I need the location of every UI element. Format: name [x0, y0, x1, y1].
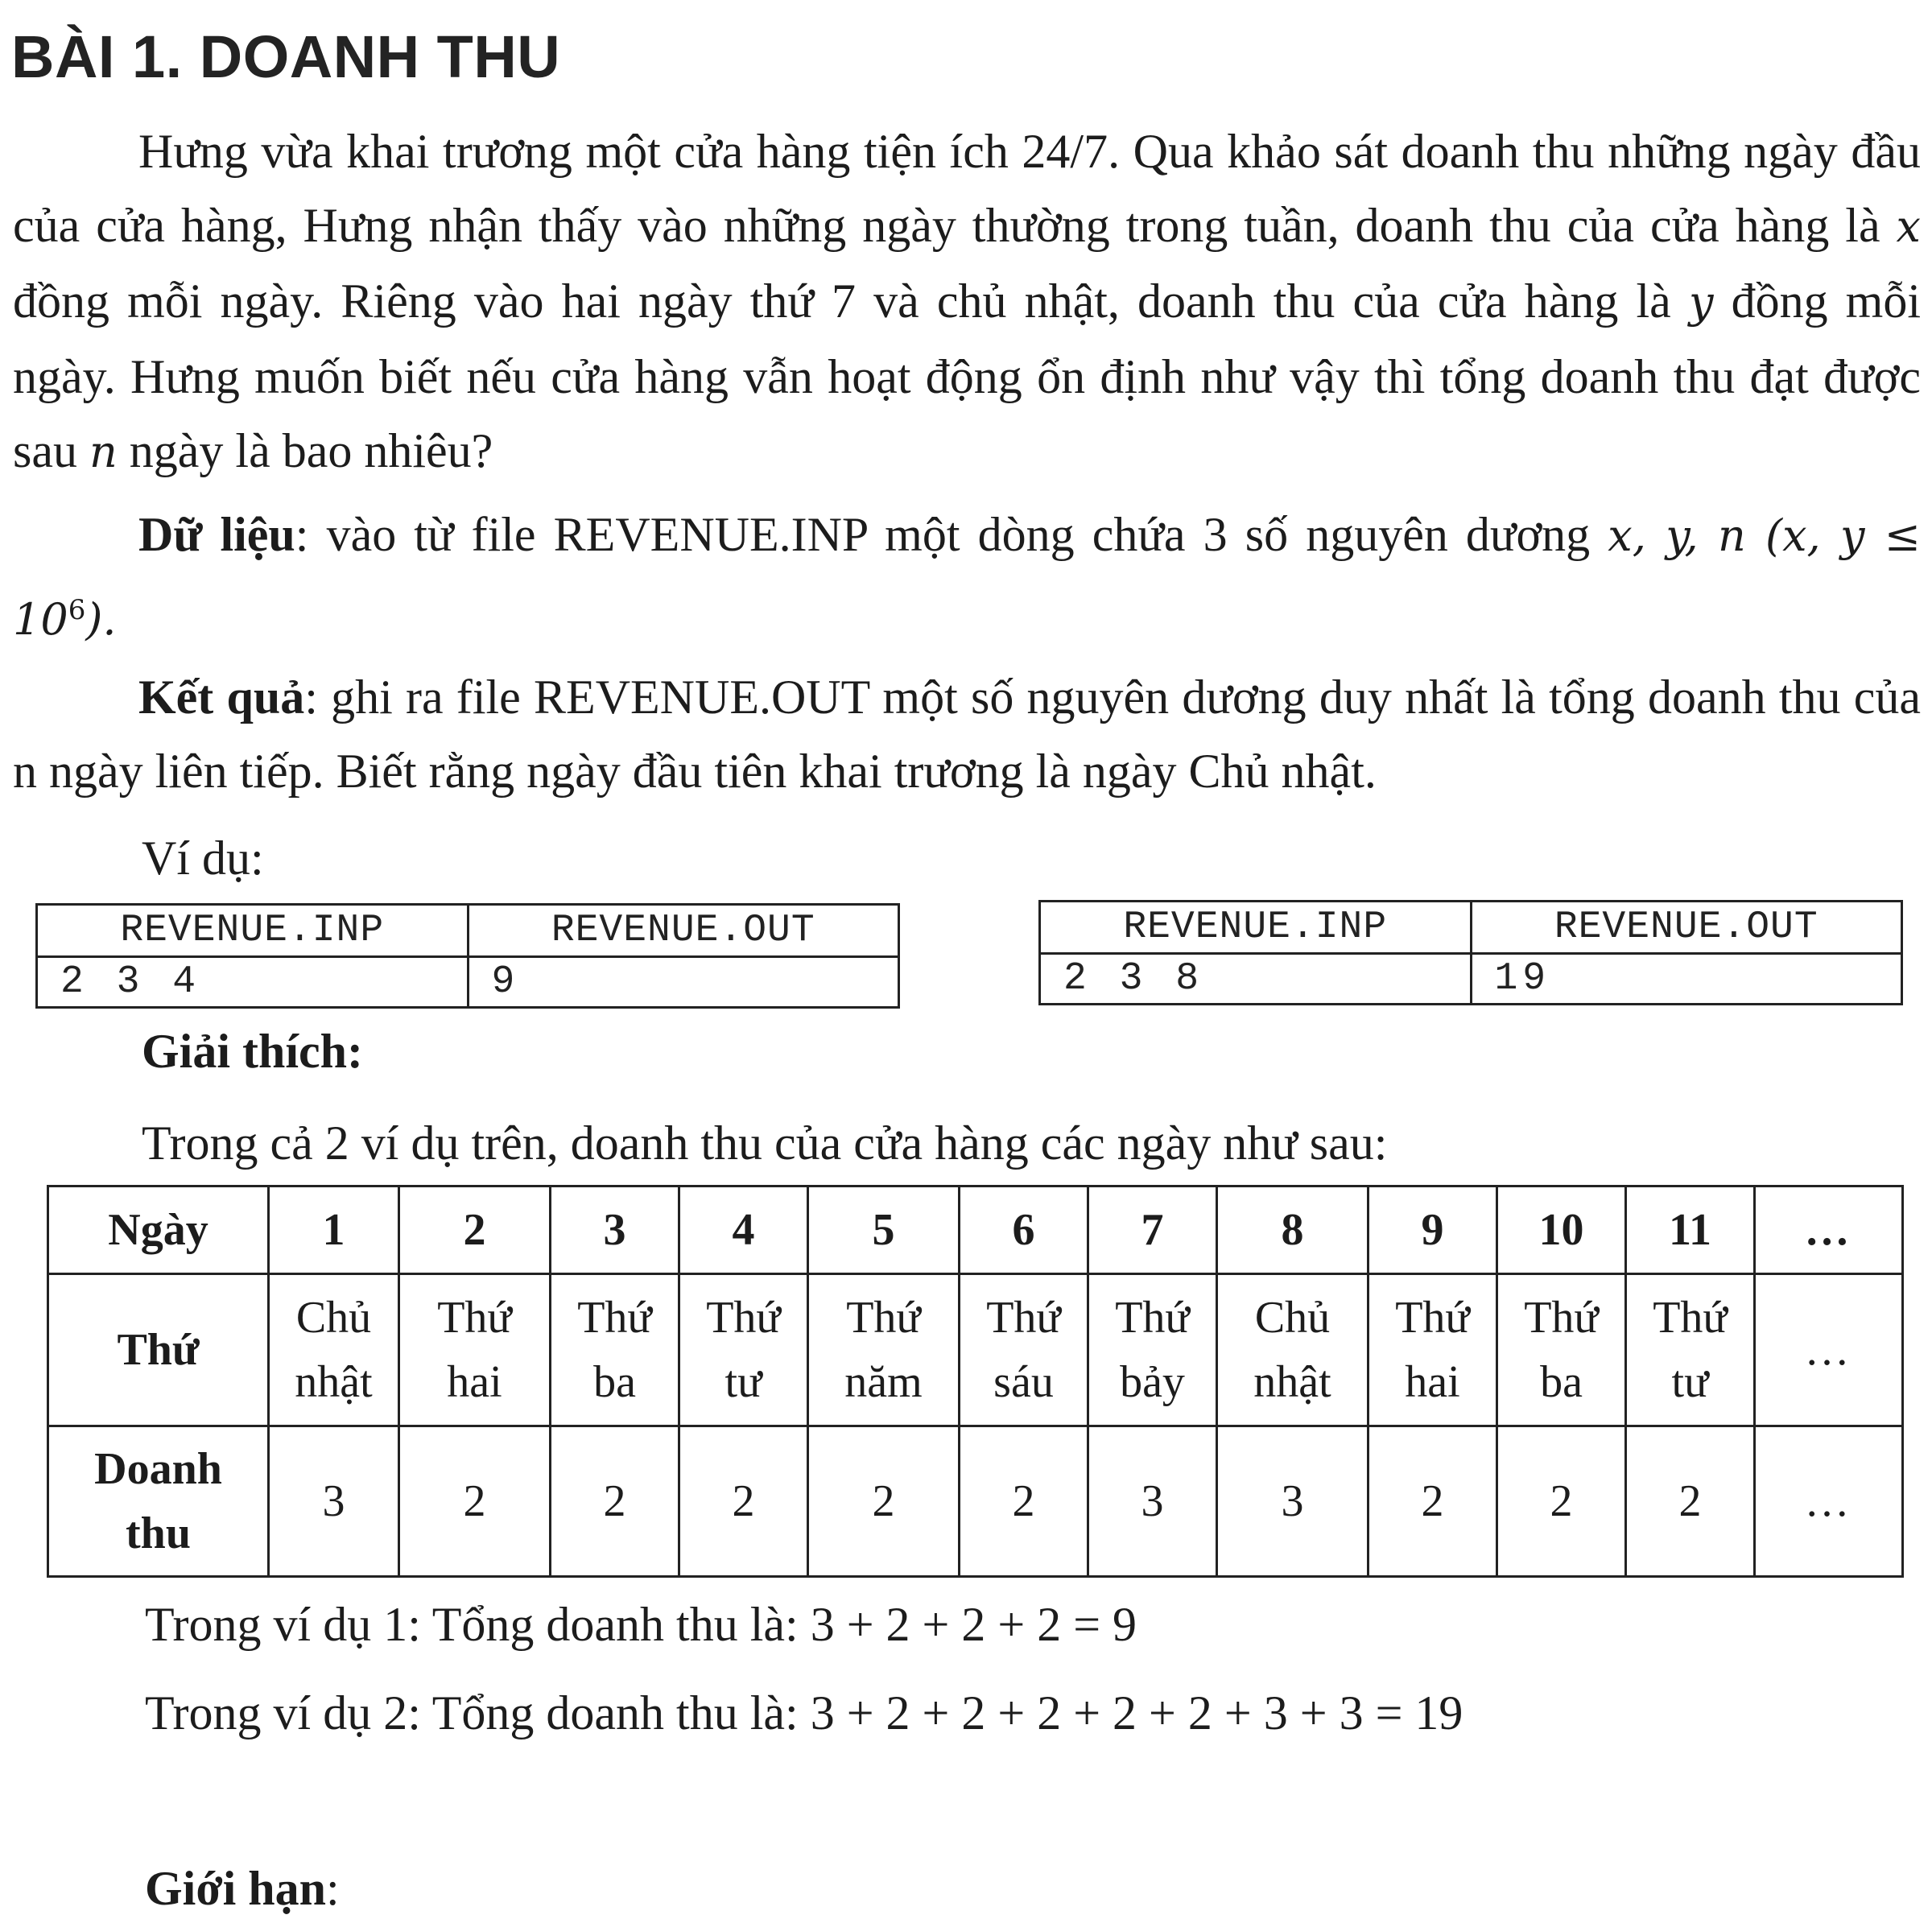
input-label: Dữ liệu [138, 508, 295, 561]
intro-text-1: Hưng vừa khai trương một cửa hàng tiện ích 24/7. Qua khảo sát doanh thu những ngày đầu của cửa hàng, Hưng nhận thấy vào những ngày thường trong tuần, doanh thu của cửa hàng là [13, 125, 1921, 252]
constraint-suffix: ). [85, 594, 117, 645]
revenue-value: 2 [808, 1426, 960, 1577]
example-2-out-header: REVENUE.OUT [1471, 902, 1902, 954]
weekday-cell [808, 1274, 960, 1426]
weekday-cell [1626, 1274, 1755, 1426]
weekday-cell [1368, 1274, 1497, 1426]
intro-paragraph [13, 114, 1921, 489]
output-text: : ghi ra file REVENUE.OUT một số nguyên dương duy nhất là tổng doanh thu của n ngày liên tiếp. Biết rằng ngày đầu tiên khai trương là ngày Chủ nhật. [13, 671, 1921, 798]
weekday-line-1: Thứ [577, 1293, 652, 1343]
weekday-line-1: Thứ [1395, 1293, 1470, 1343]
day-number: 9 [1368, 1186, 1497, 1274]
weekday-line-1: Thứ [846, 1293, 921, 1343]
weekday-cell [399, 1274, 551, 1426]
day-number: 4 [679, 1186, 808, 1274]
weekday-cell [1497, 1274, 1626, 1426]
revenue-value: 2 [1626, 1426, 1755, 1577]
constraint-prefix: x, y, n (x, y ≤ 10 [13, 510, 1921, 645]
limits-colon: : [325, 1862, 340, 1915]
ellipsis-cell: … [1755, 1274, 1903, 1426]
day-number: 11 [1626, 1186, 1755, 1274]
revenue-value: 3 [1088, 1426, 1217, 1577]
weekday-line-1: Thứ [1115, 1293, 1190, 1343]
weekday-line-1: Chủ [295, 1293, 372, 1343]
ellipsis-cell: … [1755, 1426, 1903, 1577]
revenue-value: 2 [1368, 1426, 1497, 1577]
constraint-exponent: 6 [68, 594, 86, 626]
explanation-text: Trong cả 2 ví dụ trên, doanh thu của cửa hàng các ngày như sau: [142, 1116, 1388, 1170]
weekday-cell [1217, 1274, 1368, 1426]
weekday-line-2: ba [593, 1357, 636, 1407]
day-number: 10 [1497, 1186, 1626, 1274]
weekday-line-2: hai [447, 1357, 502, 1407]
weekday-line-1: Thứ [986, 1293, 1061, 1343]
example-2-out-value: 19 [1471, 954, 1902, 1005]
day-number: 5 [808, 1186, 960, 1274]
var-y: y [1688, 277, 1714, 328]
weekday-line-2: ba [1540, 1357, 1583, 1407]
revenue-value: 3 [1217, 1426, 1368, 1577]
day-number: 3 [551, 1186, 679, 1274]
limits-heading [145, 1861, 340, 1917]
example-1-out-value: 9 [468, 957, 899, 1008]
ellipsis-cell: … [1755, 1186, 1903, 1274]
day-number: 7 [1088, 1186, 1217, 1274]
weekday-line-1: Thứ [1524, 1293, 1599, 1343]
weekday-line-2: tư [1671, 1357, 1709, 1407]
schedule-row-ngay [48, 1186, 1903, 1274]
output-description [13, 660, 1921, 808]
weekday-cell [1088, 1274, 1217, 1426]
weekday-line-2: nhật [295, 1357, 373, 1407]
example-table-1 [35, 903, 900, 1009]
example-table-2 [1038, 900, 1903, 1005]
weekday-line-2: nhật [1253, 1357, 1331, 1407]
day-number: 2 [399, 1186, 551, 1274]
row-label-doanh-thu [48, 1426, 269, 1577]
sum-line-example-1: Trong ví dụ 1: Tổng doanh thu là: 3 + 2 + 2 + 2 = 9 [145, 1598, 1137, 1651]
revenue-value: 2 [960, 1426, 1088, 1577]
day-number: 6 [960, 1186, 1088, 1274]
day-number: 8 [1217, 1186, 1368, 1274]
schedule-row-thu [48, 1274, 1903, 1426]
schedule-table [47, 1185, 1904, 1578]
sum-line-example-2: Trong ví dụ 2: Tổng doanh thu là: 3 + 2 + 2 + 2 + 2 + 2 + 3 + 3 = 19 [145, 1686, 1463, 1739]
revenue-value: 2 [679, 1426, 808, 1577]
example-1-inp-header: REVENUE.INP [37, 905, 469, 957]
page-title: BÀI 1. DOANH THU [11, 23, 561, 90]
output-label: Kết quả [138, 671, 305, 724]
revenue-value: 2 [551, 1426, 679, 1577]
input-description [13, 497, 1921, 657]
weekday-line-1: Thứ [437, 1293, 512, 1343]
example-2-inp-value: 2 3 8 [1040, 954, 1472, 1005]
example-2-inp-header: REVENUE.INP [1040, 902, 1472, 954]
explanation-label: Giải thích: [142, 1025, 364, 1078]
revenue-value: 3 [269, 1426, 399, 1577]
limits-label: Giới hạn [145, 1862, 326, 1915]
weekday-line-1: Chủ [1254, 1293, 1331, 1343]
weekday-cell [960, 1274, 1088, 1426]
weekday-line-2: tư [724, 1357, 762, 1407]
weekday-line-2: năm [844, 1357, 923, 1407]
weekday-line-1: Thứ [1653, 1293, 1728, 1343]
schedule-row-doanh-thu [48, 1426, 1903, 1577]
input-text: : vào từ file REVENUE.INP một dòng chứa 3 số nguyên dương [295, 508, 1591, 561]
var-n: n [89, 427, 118, 477]
weekday-cell [679, 1274, 808, 1426]
weekday-line-1: Thứ [706, 1293, 781, 1343]
row-label-doanh: Doanh [94, 1444, 222, 1494]
intro-text-2: đồng mỗi ngày. Riêng vào hai ngày thứ 7 và chủ nhật, doanh thu của cửa hàng là [13, 274, 1671, 328]
intro-text-3: đồng mỗi ngày. Hưng muốn biết nếu cửa hàng vẫn hoạt động ổn định như vậy thì tổng doanh thu đạt được sau [13, 274, 1922, 477]
weekday-cell [551, 1274, 679, 1426]
example-label: Ví dụ: [142, 832, 264, 885]
intro-text-4: ngày là bao nhiêu? [129, 424, 493, 477]
row-label-thu-word: thu [126, 1508, 191, 1558]
weekday-line-2: sáu [993, 1357, 1054, 1407]
day-number: 1 [269, 1186, 399, 1274]
weekday-cell [269, 1274, 399, 1426]
weekday-line-2: bảy [1120, 1357, 1185, 1407]
var-x: x [1896, 201, 1921, 252]
example-1-out-header: REVENUE.OUT [468, 905, 899, 957]
row-label-ngay: Ngày [48, 1186, 269, 1274]
weekday-line-2: hai [1405, 1357, 1460, 1407]
row-label-thu: Thứ [48, 1274, 269, 1426]
revenue-value: 2 [1497, 1426, 1626, 1577]
revenue-value: 2 [399, 1426, 551, 1577]
example-1-inp-value: 2 3 4 [37, 957, 469, 1008]
